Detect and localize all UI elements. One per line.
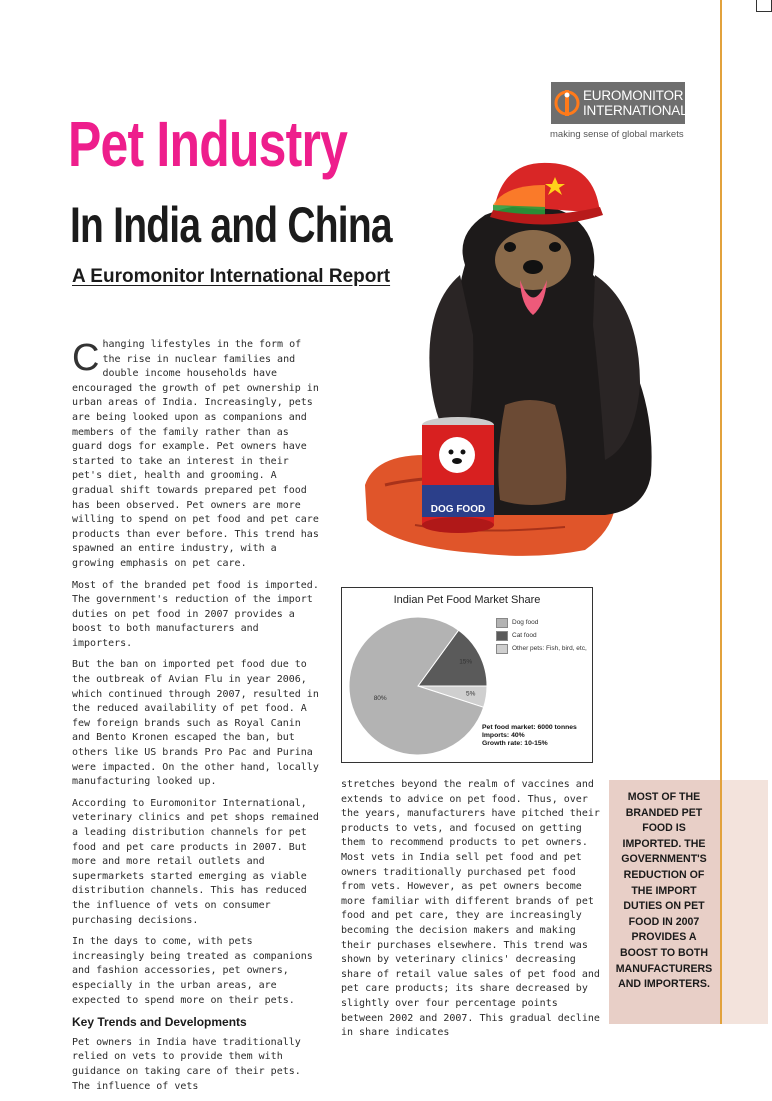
paragraph-3: But the ban on imported pet food due to the outbreak of Avian Flu in year 2006, which continued through 2007, resulted in the reduced availability of pet food. A few foreign brands such as Royal Canin and Bento Kronen escaped the ban, but others like US brands Pro Pac and Purina were impacted. On the other hand, locally manufacturing looked up. (72, 659, 319, 788)
body-column-1 (72, 338, 324, 1101)
pull-quote-text: MOST OF THE BRANDED PET FOOD IS IMPORTED. THE GOVERNMENT'S REDUCTION OF THE IMPORT DUTIES ON PET FOOD IN 2007 PROVIDES A BOOST TO BOTH MANUFACTURERS AND IMPORTERS. (615, 791, 713, 991)
legend-item (496, 642, 587, 655)
paragraph-4: According to Euromonitor International, veterinary clinics and pet shops remained a leading distribution channels for pet food and pet care products in 2007. But more and more retail outlets and supermarkets started emerging as viable distribution channels. This has reduced the influence of vets on consumer purchasing decisions. (72, 797, 319, 926)
corner-marker (756, 0, 772, 12)
body-column-2 (341, 778, 603, 1048)
paragraph-7: stretches beyond the realm of vaccines and extends to advice on pet food. Thus, over the years, manufacturers have pitched their products to vets, and focused on getting them to recommend products to pet owners. Most vets in India sell pet food and pet owners traditionally purchased pet food from vets. However, as pet owners become more familiar with different brands of pet food and pet care, they are increasingly becoming the decision makers and making their purchases elsewhere. This trend was shown by veterinary clinics' decreasing share of retail value sales of pet food and pet care products; its share decreased by slightly over four percentage points between 2002 and 2007. This gradual decline in share indicates (341, 779, 600, 1039)
chart-legend (496, 616, 587, 655)
legend-label: Dog food (512, 619, 539, 626)
logo-tagline: making sense of global markets (550, 129, 684, 140)
page-title-line2: In India and China (70, 197, 392, 253)
paragraph-2: Most of the branded pet food is imported. The government's reduction of the import duties on pet food in 2007 provides a boost to both manufacturers and importers. (72, 579, 319, 649)
pie-slice-label: 5% (465, 690, 476, 698)
legend-swatch (496, 644, 508, 654)
logo-line2: INTERNATIONAL (583, 103, 688, 118)
dog-food-can (422, 417, 494, 533)
pie-chart-box (341, 587, 593, 763)
chart-note: Growth rate: 10-15% (482, 740, 548, 747)
legend-label: Cat food (512, 632, 537, 639)
cap-shape (490, 163, 603, 225)
chart-note: Pet food market: 6000 tonnes (482, 724, 577, 731)
chart-note: Imports: 40% (482, 732, 525, 739)
euromonitor-logo (551, 82, 688, 124)
pie-slice-label: 15% (459, 658, 473, 666)
pull-quote-strip (722, 780, 768, 1024)
chart-notes (482, 724, 577, 748)
can-label: DOG FOOD (430, 504, 486, 515)
report-subtitle: A Euromonitor International Report (72, 266, 391, 287)
pie-slice-label: 80% (373, 695, 387, 702)
dropcap-letter: C (72, 337, 100, 379)
intro-paragraph (72, 338, 324, 572)
paragraph-1-text: hanging lifestyles in the form of the rise in nuclear families and double income households have encouraged the growth of pet ownership in urban areas of India. Increasingly, pets are being looked upon as companions and members of the family rather than as guard dogs for example. Pet owners have started to take an interest in their pet's diet, health and grooming. A gradual shift towards prepared pet food has been observed. Pet owners are more willing to spend on pet food and pet care products than ever before. This trend has spawned an entire industry, with a growing emphasis on pet care. (72, 339, 319, 569)
dog-illustration (355, 155, 675, 565)
legend-item (496, 629, 587, 642)
logo-line1: EUROMONITOR (583, 88, 684, 103)
page-title: Pet Industry (68, 108, 348, 180)
logo-mark-icon (554, 84, 580, 122)
logo-text (583, 88, 687, 118)
paragraph-6: Pet owners in India have traditionally relied on vets to provide them with guidance on taking care of their pets. The influence of vets (72, 1036, 301, 1092)
legend-swatch (496, 618, 508, 628)
legend-label: Other pets: Fish, bird, etc, (512, 645, 587, 652)
paragraph-5: In the days to come, with pets increasingly being treated as companions and fashion accessories, pet owners, especially in the urban areas, are expected to spend more on their pets. (72, 936, 313, 1006)
legend-item (496, 616, 587, 629)
section-heading: Key Trends and Developments (72, 1015, 247, 1030)
legend-swatch (496, 631, 508, 641)
chart-title: Indian Pet Food Market Share (393, 594, 541, 606)
